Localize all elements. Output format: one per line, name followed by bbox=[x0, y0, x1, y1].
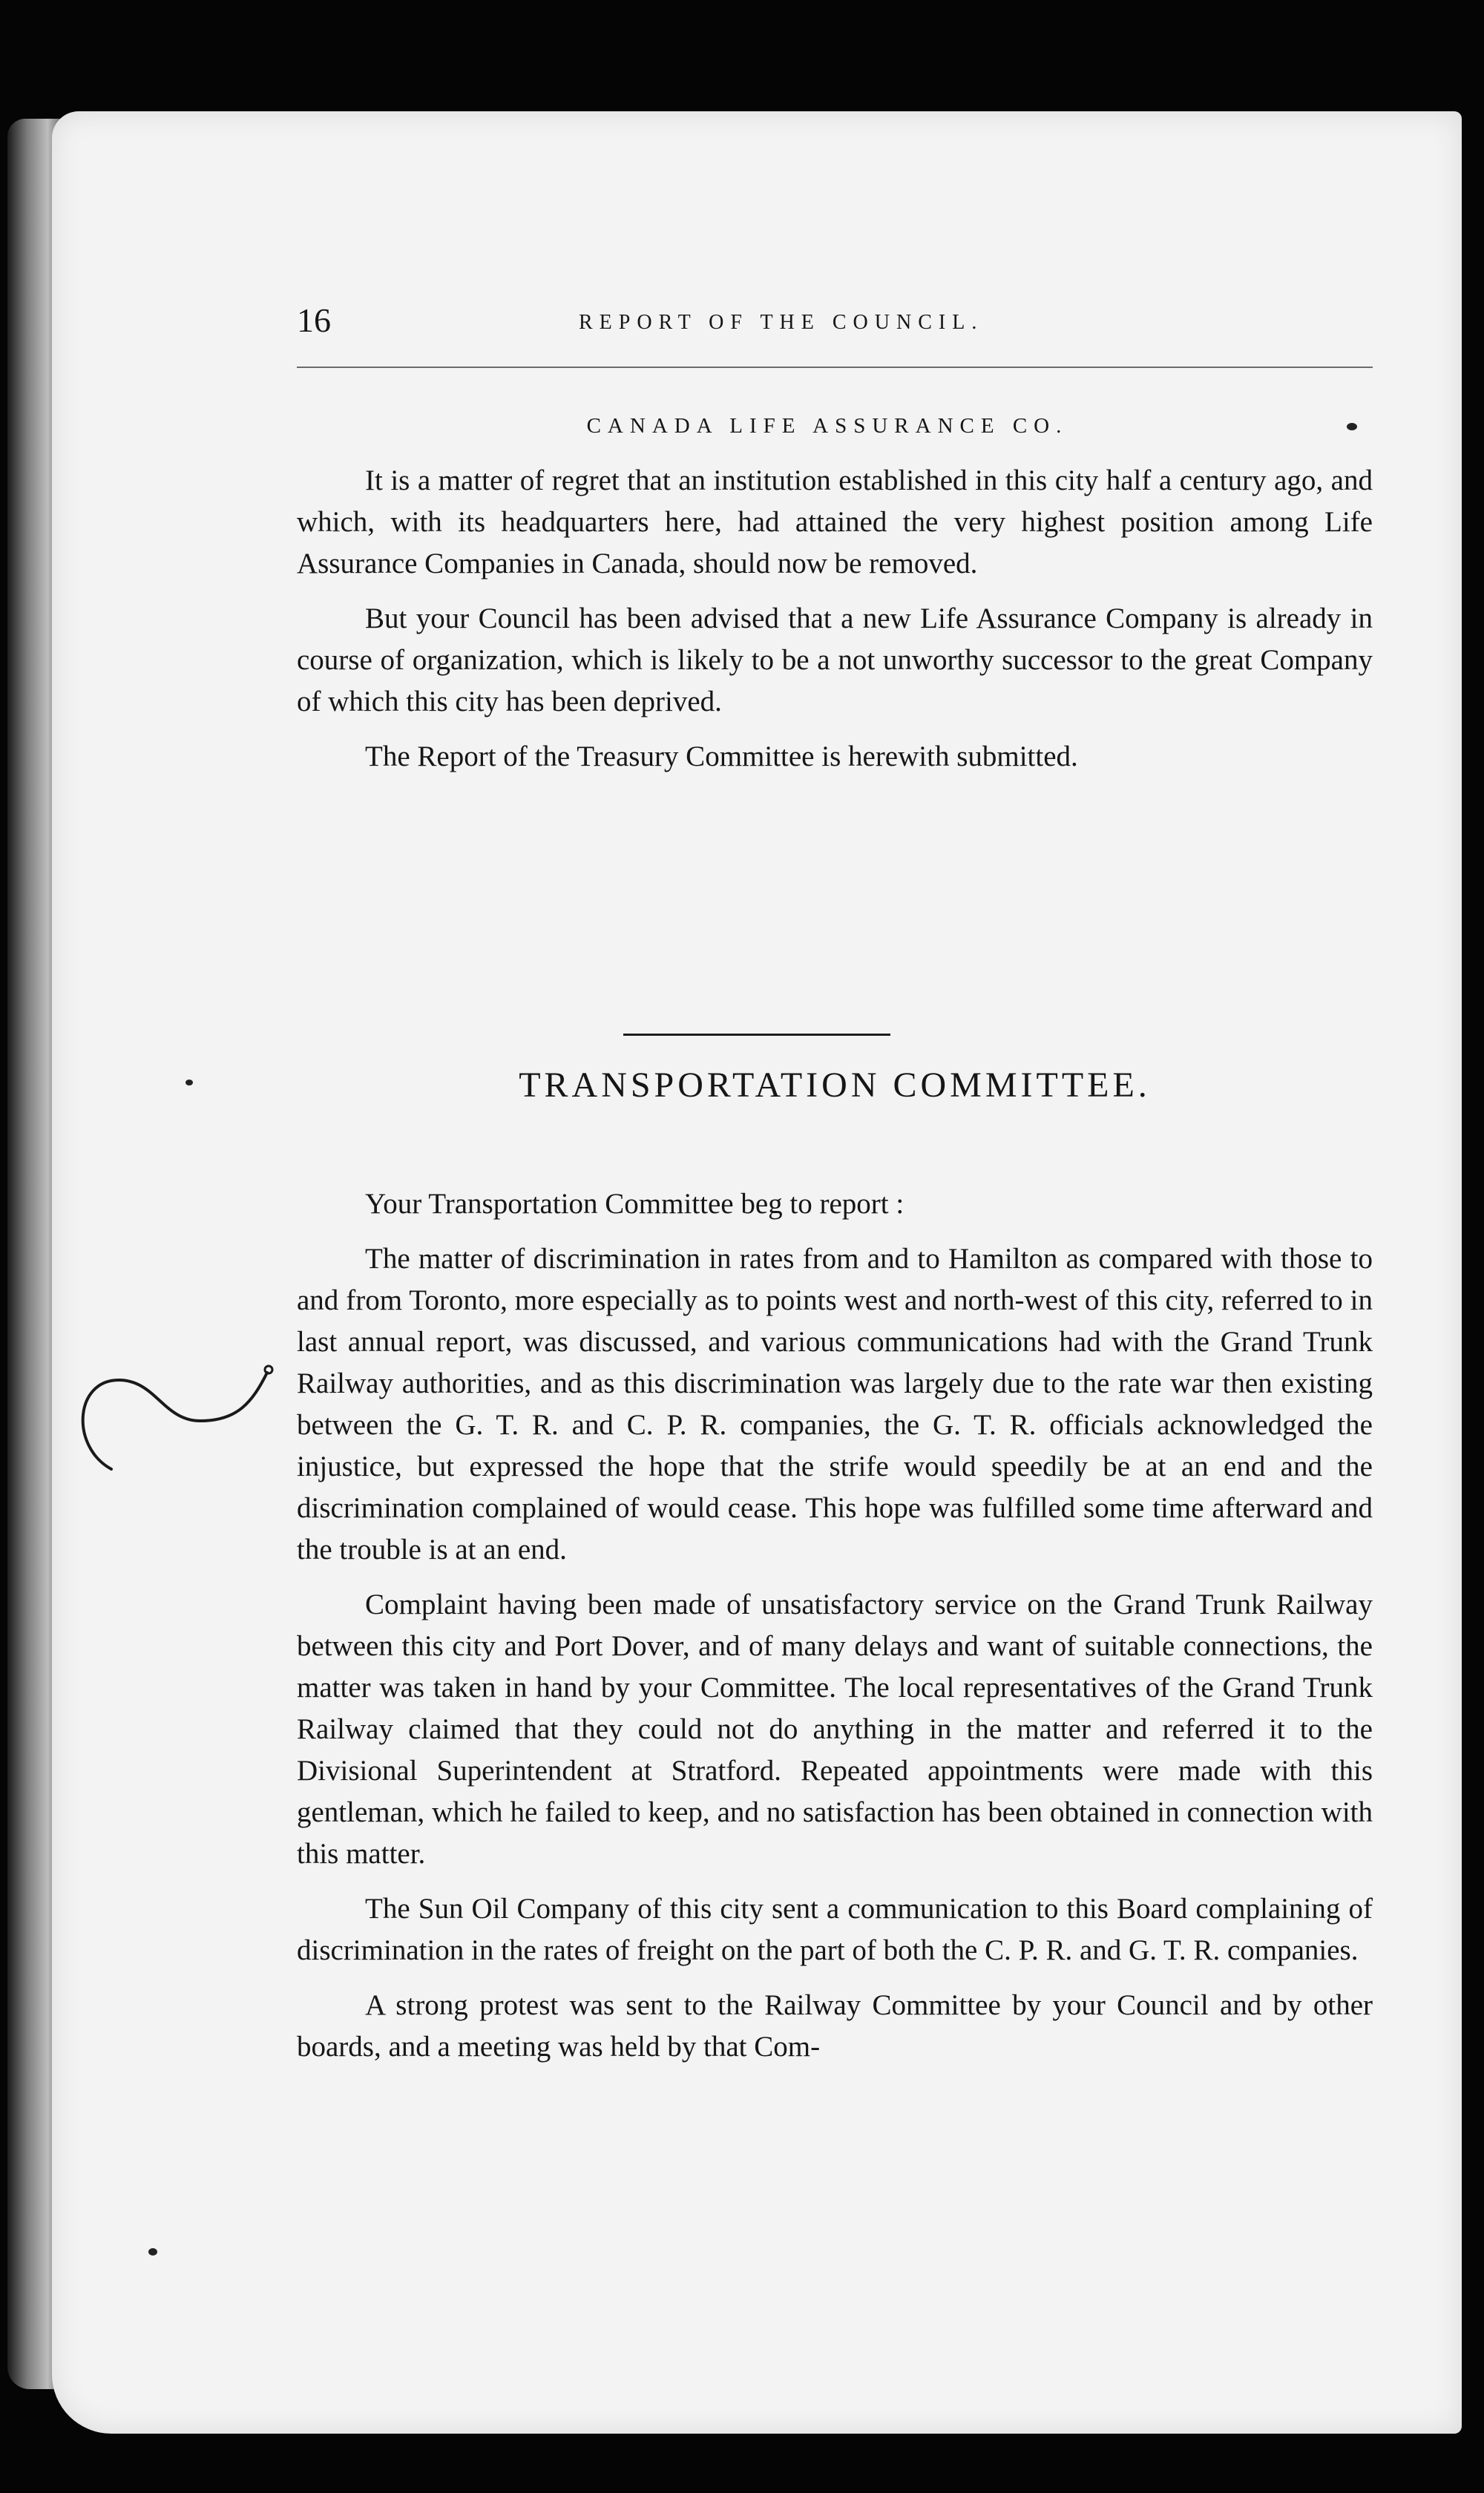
page-header bbox=[297, 300, 1373, 360]
ink-speck bbox=[186, 1080, 193, 1085]
paragraph: It is a matter of regret that an institution established in this city half a century ago, and which, with its headquarters here, had attained the very highest position among Life Assurance Companies in Canada, should now be removed. bbox=[297, 464, 1373, 579]
paragraph: The matter of discrimination in rates from and to Hamilton as compared with those to and from Toronto, more especially as to points west and north-west of this city, referred to in last annual report, was discussed, and various communications had with the Grand Trunk Railway authorities, and as this discrimination was largely due to the rate war then existing between the G. T. R. and C. P. R. companies, the G. T. R. officials acknowledged the injustice, but expressed the hope that the strife would speedily be at an end and the discrimination complained of would cease. This hope was fulfilled some time afterward and the trouble is at an end. bbox=[297, 1243, 1373, 1566]
running-head: REPORT OF THE COUNCIL. bbox=[579, 311, 984, 334]
section-divider bbox=[623, 1034, 890, 1036]
page-number: 16 bbox=[297, 301, 331, 339]
document-page bbox=[52, 111, 1462, 2434]
ink-speck bbox=[148, 2248, 157, 2256]
section-title-canada-life: CANADA LIFE ASSURANCE CO. bbox=[586, 414, 1068, 438]
paragraph: The Report of the Treasury Committee is herewith submitted. bbox=[365, 740, 1078, 772]
paragraph: Complaint having been made of unsatisfactory service on the Grand Trunk Railway between this city and Port Dover, and of many delays and want of suitable connections, the matter was taken in hand by your Committee. The local representatives of the Grand Trunk Railway claimed that they could not do anything in the matter and referred it to the Divisional Superintendent at Stratford. Repeated appointments were made with this gentleman, which he failed to keep, and no satisfaction has been obtained in connection with this matter. bbox=[297, 1589, 1373, 1870]
paragraph: The Sun Oil Company of this city sent a communication to this Board complaining of discrimination in the rates of freight on the part of both the C. P. R. and G. T. R. companies. bbox=[297, 1893, 1373, 1966]
paragraph: Your Transportation Committee beg to report : bbox=[365, 1188, 904, 1220]
pencil-squiggle-mark bbox=[67, 1350, 289, 1477]
header-rule bbox=[297, 367, 1373, 368]
paragraph: But your Council has been advised that a new Life Assurance Company is already in course of organization, which is likely to be a not unworthy successor to the great Company of which this city has been deprived. bbox=[297, 602, 1373, 717]
transportation-heading: TRANSPORTATION COMMITTEE. bbox=[519, 1065, 1151, 1105]
canada-life-text bbox=[297, 460, 1373, 778]
paragraph: A strong protest was sent to the Railway Committee by your Council and by other boards, and a meeting was held by that Com- bbox=[297, 1989, 1373, 2063]
transportation-text bbox=[297, 1183, 1373, 2068]
ink-speck bbox=[1347, 423, 1357, 430]
